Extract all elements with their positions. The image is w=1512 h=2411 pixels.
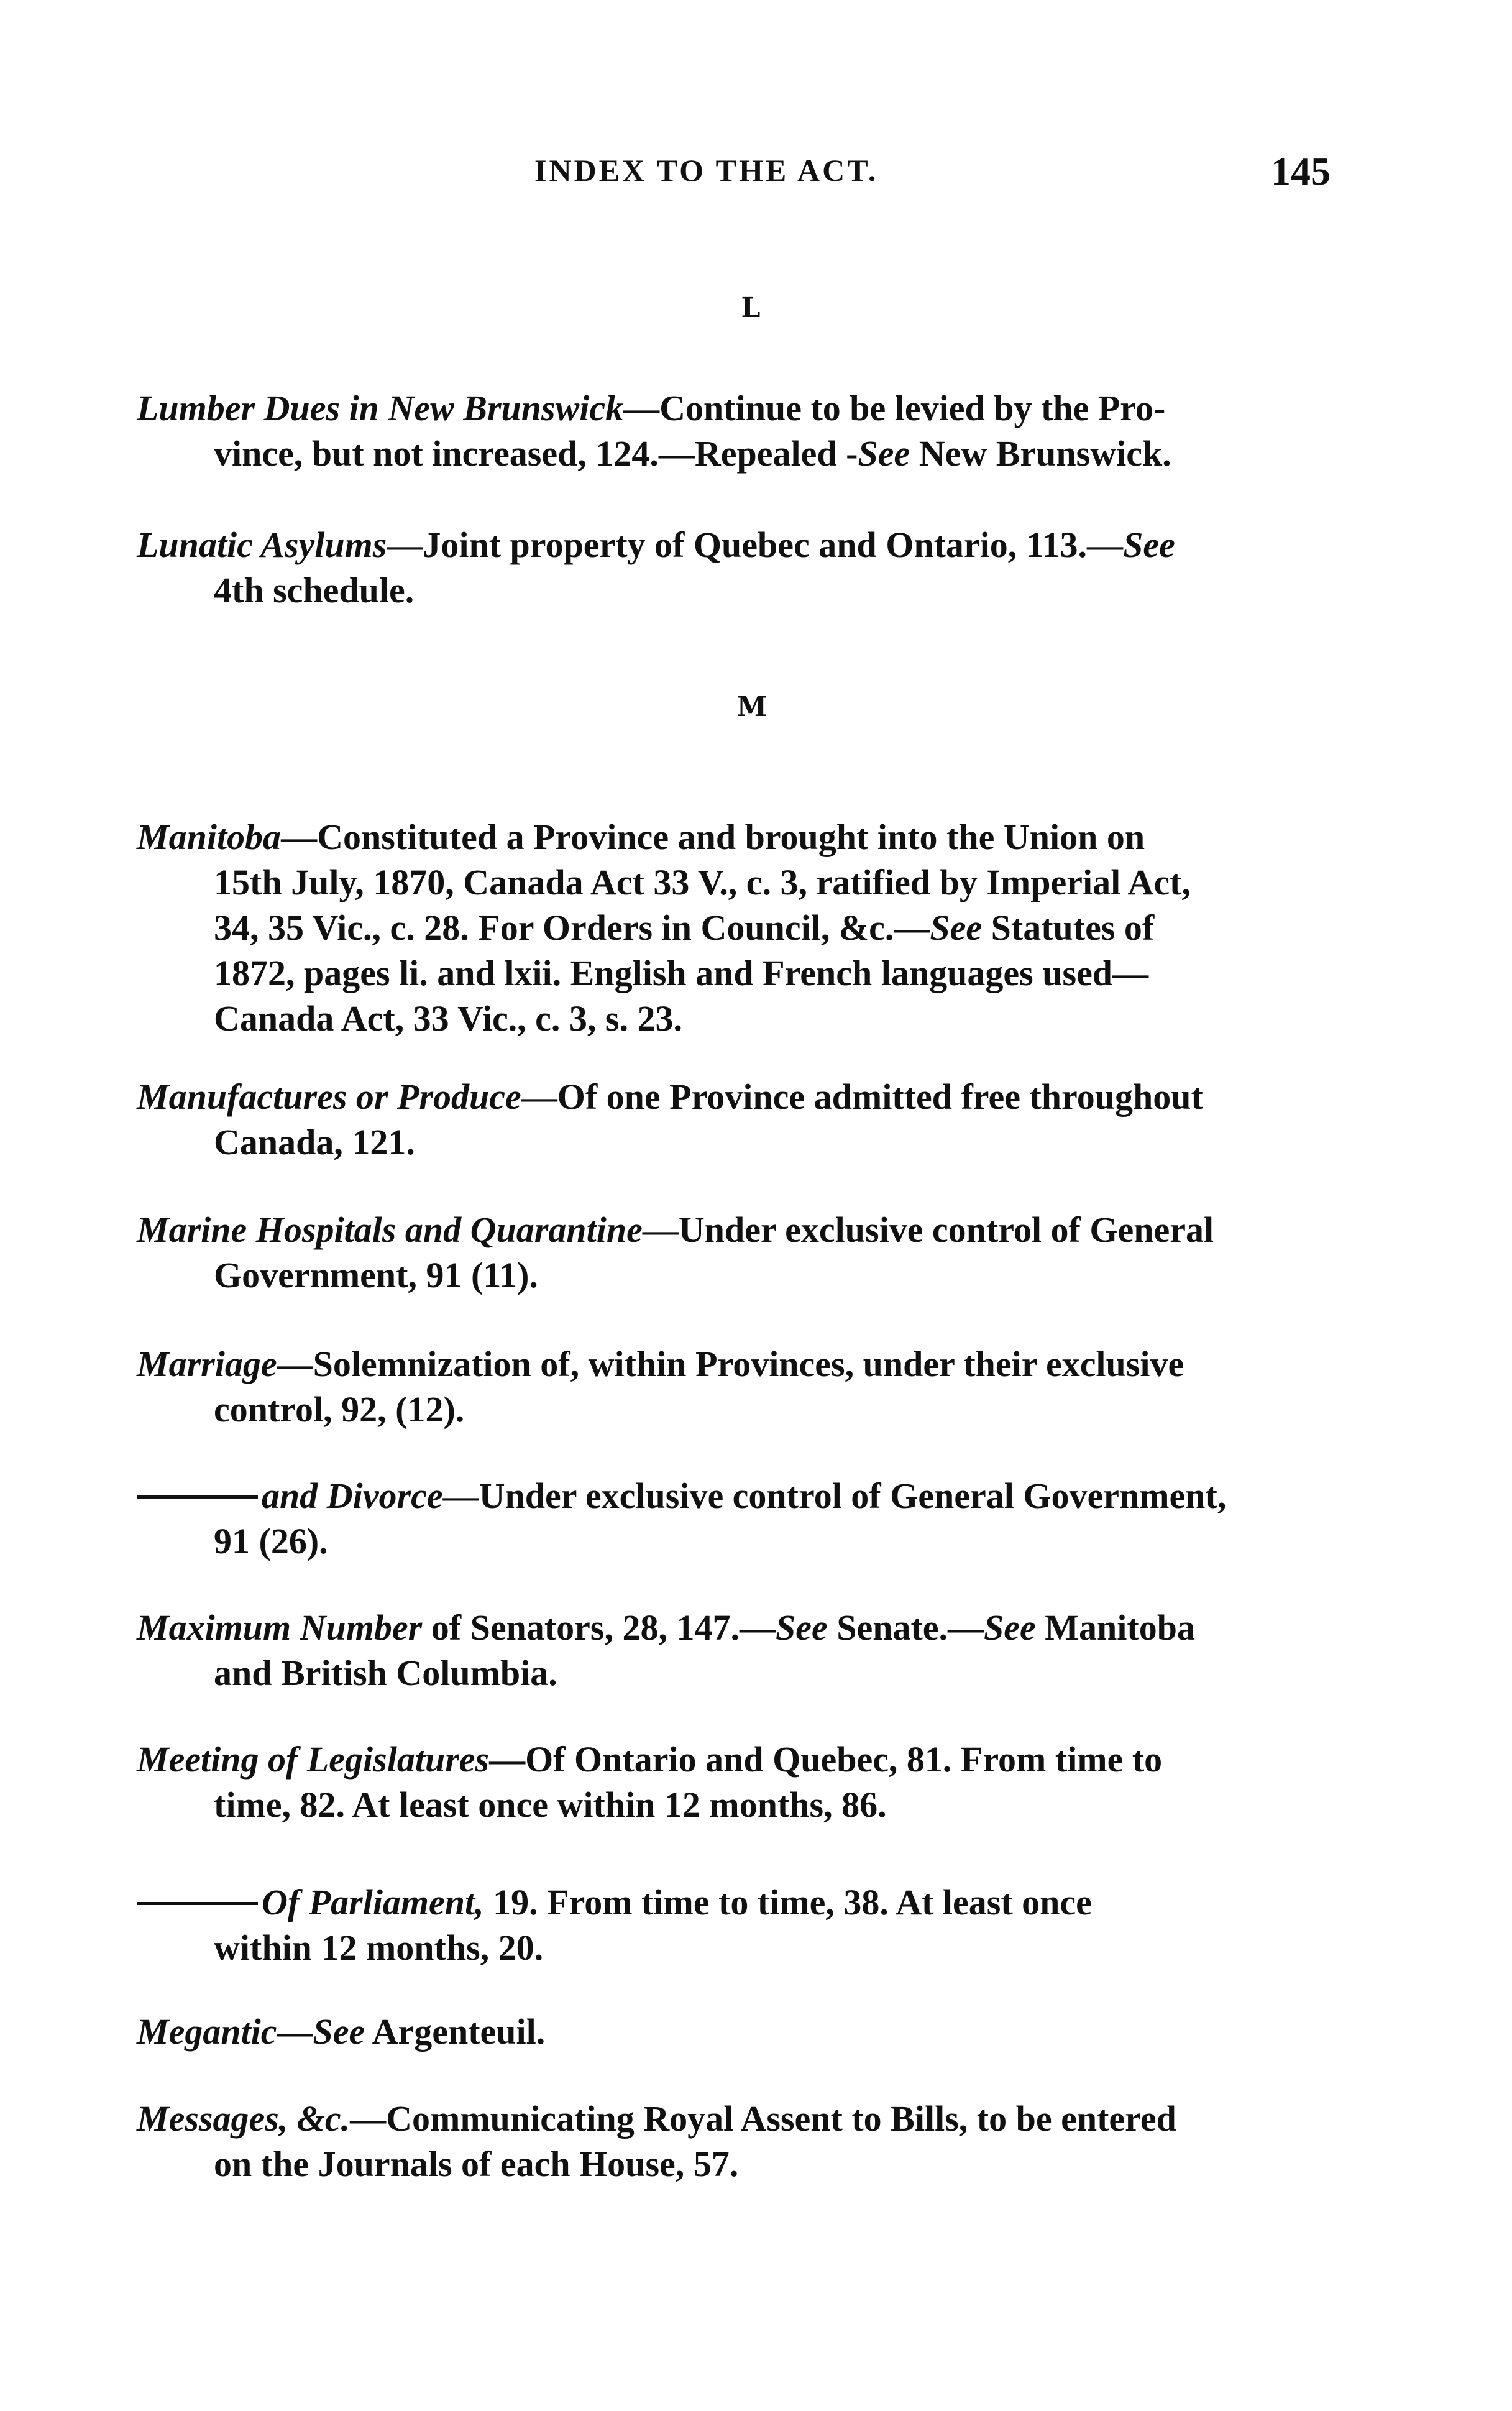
index-entry-and-divorce bbox=[137, 1473, 1355, 1564]
entry-text: —Constituted a Province and brought into the Union on bbox=[281, 817, 1145, 857]
entry-line bbox=[137, 996, 1355, 1041]
entry-line bbox=[137, 1925, 1355, 1970]
entry-text: vince, but not increased, 124.—Repealed - bbox=[214, 433, 858, 474]
entry-text: Statutes of bbox=[982, 907, 1155, 948]
entry-heading: Marriage bbox=[137, 1344, 277, 1384]
running-title: INDEX TO THE ACT. bbox=[534, 153, 879, 188]
entry-heading: and Divorce bbox=[262, 1476, 443, 1516]
index-entry-maximum-number bbox=[137, 1605, 1355, 1696]
index-entry-of-parliament bbox=[137, 1880, 1355, 1970]
entry-text: Canada, 121. bbox=[214, 1122, 415, 1162]
entry-line bbox=[137, 567, 1355, 613]
ditto-dash bbox=[137, 1495, 258, 1499]
entry-line bbox=[137, 385, 1355, 431]
entry-text: within 12 months, 20. bbox=[214, 1927, 544, 1968]
running-head bbox=[0, 149, 1512, 202]
entry-line bbox=[137, 1473, 1355, 1518]
index-entry-manufactures bbox=[137, 1074, 1355, 1165]
entry-line bbox=[137, 1074, 1355, 1119]
entry-text: 19. From time to time, 38. At least once bbox=[483, 1882, 1092, 1922]
entry-line bbox=[137, 2009, 1355, 2054]
index-entry-lunatic-asylums bbox=[137, 522, 1355, 613]
entry-text: Manitoba bbox=[1035, 1607, 1195, 1648]
entry-text: 34, 35 Vic., c. 28. For Orders in Council, &c.— bbox=[214, 907, 930, 948]
entry-text: 15th July, 1870, Canada Act 33 V., c. 3, ratified by Imperial Act, bbox=[214, 862, 1191, 902]
entry-heading: Megantic bbox=[137, 2011, 277, 2052]
entry-line bbox=[137, 1518, 1355, 1564]
page-number: 145 bbox=[1271, 149, 1331, 193]
entry-line bbox=[137, 1387, 1355, 1432]
ditto-dash bbox=[137, 1902, 258, 1905]
entry-heading: Maximum Number bbox=[137, 1607, 423, 1648]
entry-text: —Continue to be levied by the Pro- bbox=[623, 388, 1166, 428]
entry-line bbox=[137, 814, 1355, 860]
index-entry-lumber-dues bbox=[137, 385, 1355, 476]
entry-heading: Manitoba bbox=[137, 817, 282, 857]
see-reference: See bbox=[313, 2011, 365, 2052]
entry-text: — bbox=[277, 2011, 313, 2052]
entry-text: Government, 91 (11). bbox=[214, 1255, 538, 1295]
entry-text: —Under exclusive control of General bbox=[642, 1210, 1214, 1250]
entry-line bbox=[137, 522, 1355, 567]
entry-line bbox=[137, 2141, 1355, 2187]
entry-line bbox=[137, 1341, 1355, 1387]
entry-text: and British Columbia. bbox=[214, 1653, 557, 1693]
entry-line bbox=[137, 1252, 1355, 1298]
entry-line bbox=[137, 2096, 1355, 2141]
entry-heading: Lunatic Asylums bbox=[137, 525, 387, 565]
index-entry-manitoba bbox=[137, 814, 1355, 1041]
see-reference: See bbox=[930, 907, 983, 948]
entry-line bbox=[137, 1880, 1355, 1925]
entry-text: —Joint property of Quebec and Ontario, 113.— bbox=[387, 525, 1124, 565]
entry-line bbox=[137, 431, 1355, 476]
entry-text: Senate.— bbox=[827, 1607, 984, 1648]
see-reference: See bbox=[1123, 525, 1175, 565]
entry-text: 1872, pages li. and lxii. English and French languages used— bbox=[214, 953, 1149, 993]
entry-text: Argenteuil. bbox=[365, 2011, 546, 2052]
see-reference: See bbox=[775, 1607, 828, 1648]
section-letter-l: L bbox=[741, 292, 761, 324]
entry-text: —Solemnization of, within Provinces, under their exclusive bbox=[277, 1344, 1184, 1384]
index-entry-messages bbox=[137, 2096, 1355, 2187]
index-entry-marriage bbox=[137, 1341, 1355, 1432]
index-entry-megantic bbox=[137, 2009, 1355, 2054]
entry-heading: Messages, &c. bbox=[137, 2098, 351, 2139]
index-entry-marine-hospitals bbox=[137, 1207, 1355, 1298]
entry-line bbox=[137, 1737, 1355, 1782]
entry-heading: Of Parliament, bbox=[262, 1882, 484, 1922]
entry-line bbox=[137, 860, 1355, 905]
entry-heading: Marine Hospitals and Quarantine bbox=[137, 1210, 643, 1250]
entry-text: 91 (26). bbox=[214, 1521, 328, 1561]
entry-line bbox=[137, 1605, 1355, 1650]
entry-line bbox=[137, 950, 1355, 996]
entry-text: 4th schedule. bbox=[214, 570, 415, 610]
entry-text: New Brunswick. bbox=[910, 433, 1171, 474]
see-reference: See bbox=[984, 1607, 1036, 1648]
entry-text: Canada Act, 33 Vic., c. 3, s. 23. bbox=[214, 998, 682, 1039]
see-reference: See bbox=[858, 433, 910, 474]
entry-line bbox=[137, 1119, 1355, 1165]
entry-text: of Senators, 28, 147.— bbox=[422, 1607, 776, 1648]
entry-heading: Meeting of Legislatures bbox=[137, 1739, 490, 1780]
entry-text: control, 92, (12). bbox=[214, 1389, 465, 1430]
entry-text: on the Journals of each House, 57. bbox=[214, 2144, 739, 2184]
section-letter-m: M bbox=[736, 691, 767, 723]
entry-line bbox=[137, 1207, 1355, 1252]
entry-heading: Manufactures or Produce bbox=[137, 1077, 521, 1117]
entry-text: —Of one Province admitted free throughout bbox=[521, 1077, 1203, 1117]
entry-text: time, 82. At least once within 12 months, 86. bbox=[214, 1784, 887, 1825]
entry-text: —Communicating Royal Assent to Bills, to be entered bbox=[350, 2098, 1176, 2139]
entry-heading: Lumber Dues in New Brunswick bbox=[137, 388, 624, 428]
entry-line bbox=[137, 1782, 1355, 1827]
entry-text: —Under exclusive control of General Government, bbox=[442, 1476, 1227, 1516]
entry-text: —Of Ontario and Quebec, 81. From time to bbox=[489, 1739, 1163, 1780]
entry-line bbox=[137, 905, 1355, 950]
index-entry-meeting-of-legislatures bbox=[137, 1737, 1355, 1827]
entry-line bbox=[137, 1650, 1355, 1696]
